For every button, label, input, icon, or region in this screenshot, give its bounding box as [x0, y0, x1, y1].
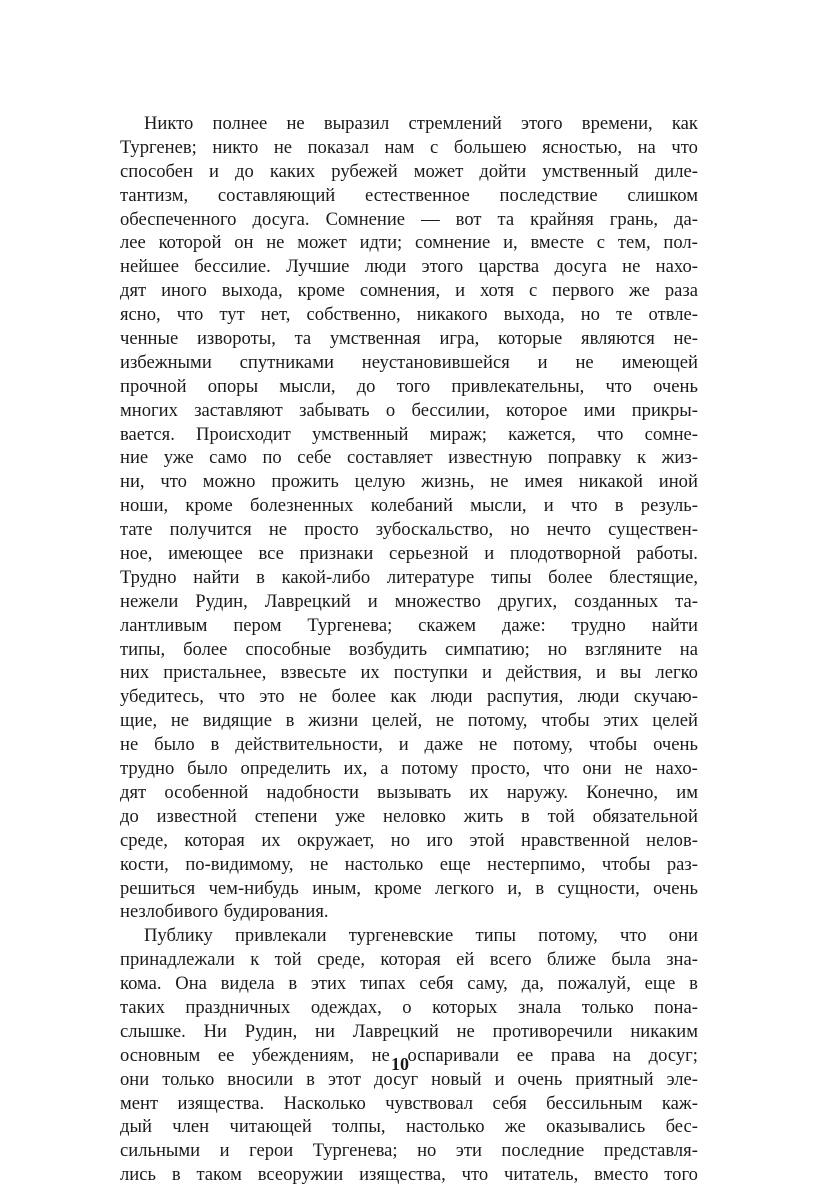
- text-line: Тургенев; никто не показал нам с большею ясностью, на что: [120, 136, 698, 158]
- text-line: они только вносили в этот досуг новый и очень приятный эле-: [120, 1068, 698, 1090]
- text-line: дят особенной надобности вызывать их наружу. Конечно, им: [120, 781, 698, 803]
- text-line: кости, по-видимому, не настолько еще нестерпимо, чтобы раз-: [120, 853, 698, 875]
- text-line: Трудно найти в какой-либо литературе типы более блестящие,: [120, 566, 698, 588]
- text-line: трудно было определить их, а потому просто, что они не нахо-: [120, 758, 698, 780]
- text-line: дят иного выхода, кроме сомнения, и хотя с первого же раза: [120, 280, 698, 302]
- text-line: до известной степени уже неловко жить в той обязательной: [120, 805, 698, 827]
- page-number: 10: [391, 1054, 409, 1074]
- text-line: ясно, что тут нет, собственно, никакого выхода, но те отвле-: [120, 304, 698, 326]
- text-line: щие, не видящие в жизни целей, не потому, чтобы этих целей: [120, 710, 698, 732]
- text-line: незлобивого будирования.: [120, 901, 329, 923]
- text-line: не было в действительности, и даже не потому, чтобы очень: [120, 734, 698, 756]
- text-line: основным ее убеждениям, не оспаривали ее права на досуг;: [120, 1044, 698, 1066]
- text-line: тате получится не просто зубоскальство, но нечто существен-: [120, 519, 698, 541]
- text-line: нейшее бессилие. Лучшие люди этого царства досуга не нахо-: [120, 256, 698, 278]
- text-line: многих заставляют забывать о бессилии, которое ими прикры-: [120, 399, 698, 421]
- text-line: лантливым пером Тургенева; скажем даже: трудно найти: [120, 614, 698, 636]
- text-line: кома. Она видела в этих типах себя саму, да, пожалуй, еще в: [120, 973, 698, 995]
- text-line: тантизм, составляющий естественное последствие слишком: [120, 184, 698, 206]
- text-line: ние уже само по себе составляет известную поправку к жиз-: [120, 447, 698, 469]
- text-line: решиться чем-нибудь иным, кроме легкого и, в сущности, очень: [120, 877, 698, 899]
- text-line: них пристальнее, взвесьте их поступки и действия, и вы легко: [120, 662, 698, 684]
- text-line: обеспеченного досуга. Сомнение — вот та крайняя грань, да-: [120, 208, 698, 230]
- text-line: лее которой он не может идти; сомнение и, вместе с тем, пол-: [120, 232, 698, 254]
- text-line: прочной опоры мысли, до того привлекательны, что очень: [120, 375, 698, 397]
- text-line: ни, что можно прожить целую жизнь, не имея никакой иной: [120, 471, 698, 493]
- text-line: дый член читающей толпы, настолько же оказывались бес-: [120, 1116, 698, 1138]
- text-line: ноши, кроме болезненных колебаний мысли, и что в резуль-: [120, 495, 698, 517]
- text-line: Никто полнее не выразил стремлений этого времени, как: [144, 113, 698, 134]
- body-text: [120, 112, 698, 1187]
- text-line: таких праздничных одеждах, о которых знала только пона-: [120, 996, 698, 1018]
- text-line: ченные извороты, та умственная игра, которые являются не-: [120, 328, 698, 350]
- text-line: слышке. Ни Рудин, ни Лаврецкий не противоречили никаким: [120, 1020, 698, 1042]
- text-line: избежными спутниками неустановившейся и не имеющей: [120, 351, 698, 373]
- text-line: сильными и герои Тургенева; но эти последние представля-: [120, 1140, 698, 1162]
- text-line: лись в таком всеоружии изящества, что читатель, вместо того: [120, 1164, 698, 1186]
- text-line: нежели Рудин, Лаврецкий и множество других, созданных та-: [120, 590, 698, 612]
- text-line: вается. Происходит умственный мираж; кажется, что сомне-: [120, 423, 698, 445]
- text-line: Публику привлекали тургеневские типы потому, что они: [144, 925, 698, 947]
- text-line: среде, которая их окружает, но иго этой нравственной нелов-: [120, 829, 698, 851]
- text-line: способен и до каких рубежей может дойти умственный диле-: [120, 160, 698, 182]
- text-line: мент изящества. Насколько чувствовал себя бессильным каж-: [120, 1092, 698, 1114]
- text-line: принадлежали к той среде, которая ей всего ближе была зна-: [120, 949, 698, 971]
- text-line: убедитесь, что это не более как люди распутия, люди скучаю-: [120, 686, 698, 708]
- text-line: типы, более способные возбудить симпатию; но взгляните на: [120, 638, 698, 660]
- text-line: ное, имеющее все признаки серьезной и плодотворной работы.: [120, 543, 698, 565]
